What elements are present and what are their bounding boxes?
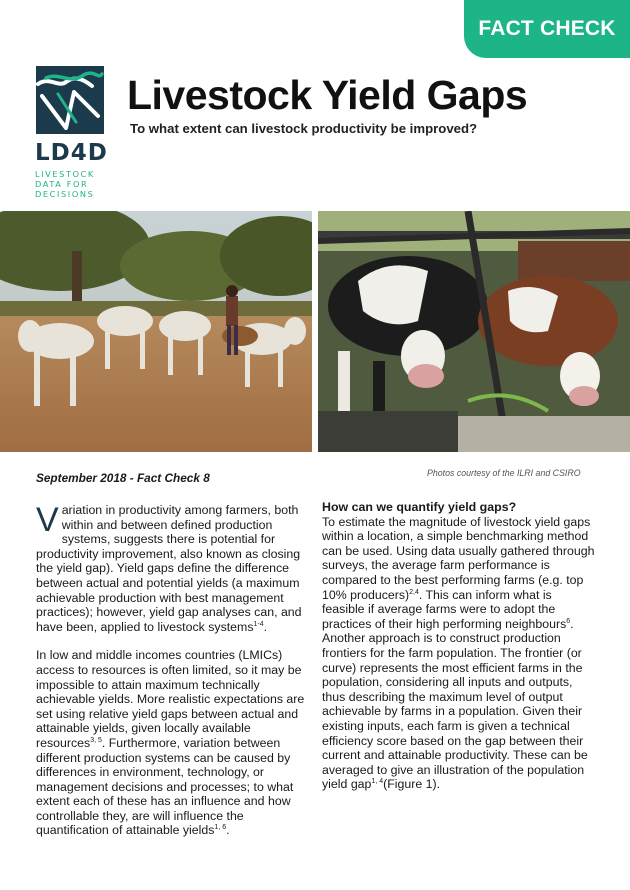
dairy-cows-photo: [318, 211, 630, 452]
publication-date: September 2018 - Fact Check 8: [36, 471, 210, 485]
quantify-paragraph: To estimate the magnitude of livestock yield gaps within a location, a simple benchmarking method can be used. Using data usually gathered through surveys, the average farm performance is compared to the best performing farms (e.g. top 10% producers)$^{2,4}$. This can inform what is feasible if average farms were to adopt the practices of their high performing neighbours$^6$. Another approach is to construct production frontiers for the farm population. The frontier (or curve) represents the most efficient farms in the population, considering all inputs and outputs, thus describing the maximum level of output achievable by farms in a population. Given their existing inputs, each farm is given a technical efficiency score based on the gap between their current and attainable productivity. These can be averaged to give an illustration of the population yield gap$^{1, 4}$(Figure 1).: [322, 514, 595, 792]
intro-paragraph: Variation in productivity among farmers, both within and between defined production systems, suggests there is potential for productivity improvement, also known as closing the yield gap). Yield gaps define the difference between actual and potential yields (a maximum achievable production with best management practices); however, yield gap analyses can, and have been, applied to livestock systems$^{1-4}$.: [36, 501, 302, 634]
logo-tagline: LIVESTOCK DATA FOR DECISIONS: [35, 169, 95, 199]
cattle-herd-photo: [0, 211, 312, 452]
ld4d-logo-icon: [36, 66, 104, 134]
right-column: [322, 500, 597, 792]
logo-wordmark: LD4D: [35, 140, 108, 166]
lmic-paragraph: In low and middle incomes countries (LMICs) access to resources is often limited, so it may be impossible to attain maximum technically achievable yields. More realistic expectations are set using relative yield gaps between actual and attainable yields, given locally available resources$^{3, 5}$. Furthermore, variation between different production systems can be caused by differences in environment, technology, or management decisions and processes; to what extent each of these has an influence and how controllable they, are will influence the quantification of attainable yields$^{1, 6}$.: [36, 648, 305, 838]
page-title: Livestock Yield Gaps: [127, 72, 528, 118]
left-column: [36, 503, 309, 838]
section-heading: How can we quantify yield gaps?: [322, 500, 517, 514]
photo-credit: Photos courtesy of the ILRI and CSIRO: [427, 468, 581, 478]
page-subtitle: To what extent can livestock productivity be improved?: [130, 121, 478, 136]
fact-check-badge: FACT CHECK: [464, 0, 630, 58]
drop-cap: V: [36, 501, 59, 539]
